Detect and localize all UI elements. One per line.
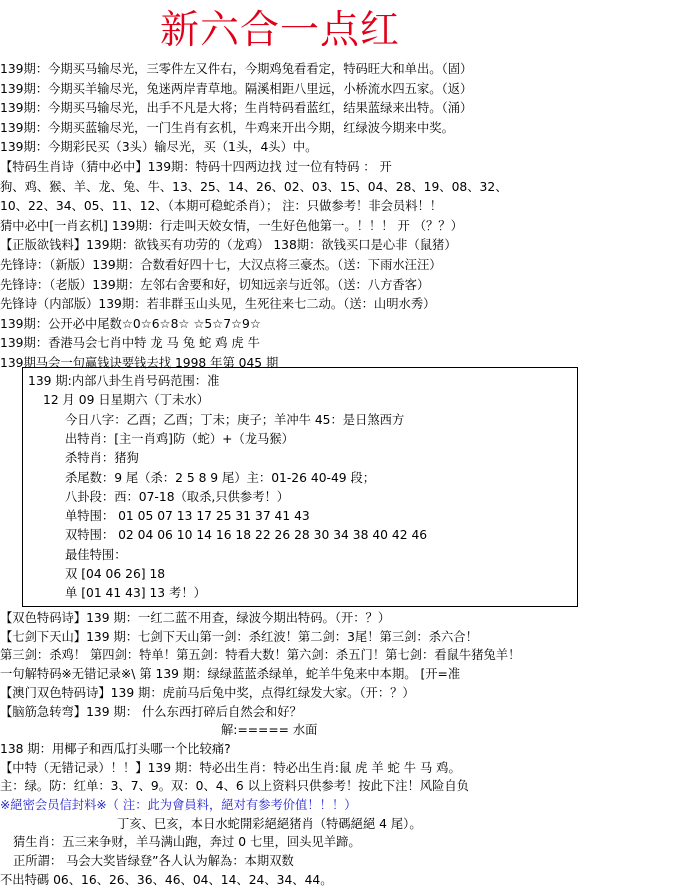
text-line: 139期：今期买羊输尽光，兔迷两岸青草地。隔溪相距八里远，小桥流水四五家。（返）: [0, 81, 473, 96]
text-line: 不出特碼 06、16、26、36、46、04、14、24、34、44。: [0, 872, 333, 887]
text-line: 猜中必中[一肖玄机] 139期：行走叫天姣女情，一生好色他第一。！！！ 开 （？？）: [0, 218, 463, 233]
text-line: 先锋诗：（新版）139期：合数看好四十七，大汉点将三豪杰。（送：下雨水汪汪）: [0, 258, 442, 272]
text-line: 解:===== 水面: [221, 723, 318, 738]
text-line: ※絕密会员信封料※（ 注：此为會員料，絕对有参考价值！！！）: [0, 798, 357, 812]
text-line: 139期：今期买马输尽光，三零件左又件右，今期鸡兔看看定，特码旺大和单出。（固）: [0, 62, 473, 76]
text-line: 第三剑：杀鸡！ 第四剑：特单！第五剑：特看大数！第六剑：杀五门！第七剑：看鼠牛猪兔羊！: [0, 648, 521, 663]
text-line: 【中特（无错记录）！！】139 期：特必出生肖：特必出生肖:鼠 虎 羊 蛇 牛 马 鸡。: [0, 760, 461, 775]
text-line: 139期：香港马会七肖中特 龙 马 兔 蛇 鸡 虎 牛: [0, 336, 260, 351]
text-line: 主：绿。防：红单：3、7、9。双：0、4、6 以上资料只供参考！按此下注！风险自负: [0, 779, 469, 794]
text-line: 正所謂： 马会大奖皆绿登”各人认为解為：本期双数: [13, 854, 294, 869]
text-line: 【脑筋急转弯】139 期： 什么东西打碎后自然会和好？: [0, 704, 302, 719]
box-line: 八卦段：西：07-18（取杀,只供参考！）: [65, 489, 290, 504]
box-line: 单 [01 41 43] 13 考！）: [65, 586, 206, 601]
text-line: 先锋诗：（老版）139期：左邻右舍要和好，切知远亲与近邻。（送：八方香客）: [0, 277, 430, 292]
box-line: 单特围： 01 05 07 13 17 25 31 37 41 43: [65, 509, 310, 524]
text-line: 先锋诗（内部版）139期：若非群玉山头见，生死往来七二动。（送：山明水秀）: [0, 297, 436, 312]
text-line: 【双色特码诗】139 期：一红二蓝不用查，绿波今期出特码。（开：？）: [0, 611, 391, 625]
box-line: 今日八字：乙酉；乙酉；丁未；庚子；羊冲牛 45：是日煞西方: [65, 412, 405, 427]
text-line: 【特码生肖诗（猜中必中】139期：特码十四两边找 过一位有特码 ： 开: [0, 160, 392, 174]
text-line: 【正版欲钱料】139期：欲钱买有功劳的（龙鸡） 138期：欲钱买口是心非（鼠猪）: [0, 238, 457, 253]
text-line: 139期：公开必中尾数☆0☆6☆8☆ ☆5☆7☆9☆: [0, 316, 261, 331]
box-line: 最佳特围：: [65, 547, 127, 562]
text-line: 狗、鸡、猴、羊、龙、兔、牛、13、25、14、26、02、03、15、04、28、19、08、32、: [0, 179, 508, 194]
box-line: 双 [04 06 26] 18: [65, 567, 166, 581]
text-line: 【七剑下天山】139 期：七剑下天山第一剑：杀红波！第二剑：3尾！第三剑：杀六合！: [0, 629, 478, 644]
page-title: 新六合一点红: [160, 8, 401, 53]
box-line: 139 期:内部八卦生肖号码范围：准: [28, 374, 220, 388]
box-line: 杀尾数：9 尾（杀：2 5 8 9 尾）主：01-26 40-49 段；: [65, 470, 376, 485]
text-line: 139期马会一句赢钱诀要钱去找 1998 年第 045 期: [0, 356, 279, 370]
text-line: 138 期：用椰子和西瓜打头哪一个比较痛?: [0, 741, 231, 756]
box-line: 双特围： 02 04 06 10 14 16 18 22 26 28 30 34 38 40 42 46: [65, 528, 428, 543]
box-line: 出特肖：[主一肖鸡]防（蛇）+（龙马猴）: [65, 431, 294, 446]
box-line: 杀特肖：猪狗: [65, 451, 139, 466]
text-line: 139期：今期买马输尽光，出手不凡是大将；生肖特码看蓝红，结果蓝绿来出特。（涌）: [0, 101, 473, 116]
text-line: 一句解特码※无错记录※\ 第 139 期：绿绿蓝蓝杀绿单，蛇羊牛兔来中本期。 [开=准: [0, 667, 461, 682]
text-line: 139期：今期买蓝输尽光，一门生肖有玄机，牛鸡来开出今期，红绿波今期来中奖。: [0, 120, 454, 135]
text-line: 猜生肖：五三来争财，羊马满山跑，奔过 0 七里，回头见羊蹄。: [13, 835, 361, 850]
internal-info-box: [22, 367, 578, 607]
box-line: 12 月 09 日星期六（丁未水）: [43, 393, 209, 408]
text-line: 139期：今期彩民买（3头）输尽光，买（1头，4头）中。: [0, 140, 318, 155]
text-line: 丁亥、巳亥，本日水蛇開彩絕絕猪肖（特碼絕絕 4 尾）。: [117, 816, 422, 831]
text-line: 【澳门双色特码诗】139 期：虎前马后兔中奖，点得红绿发大家。（开：？）: [0, 685, 415, 700]
text-line: 10、22、34、05、11、12、（本期可稳蛇杀肖）； 注：只做参考！非会员料！！: [0, 199, 443, 214]
